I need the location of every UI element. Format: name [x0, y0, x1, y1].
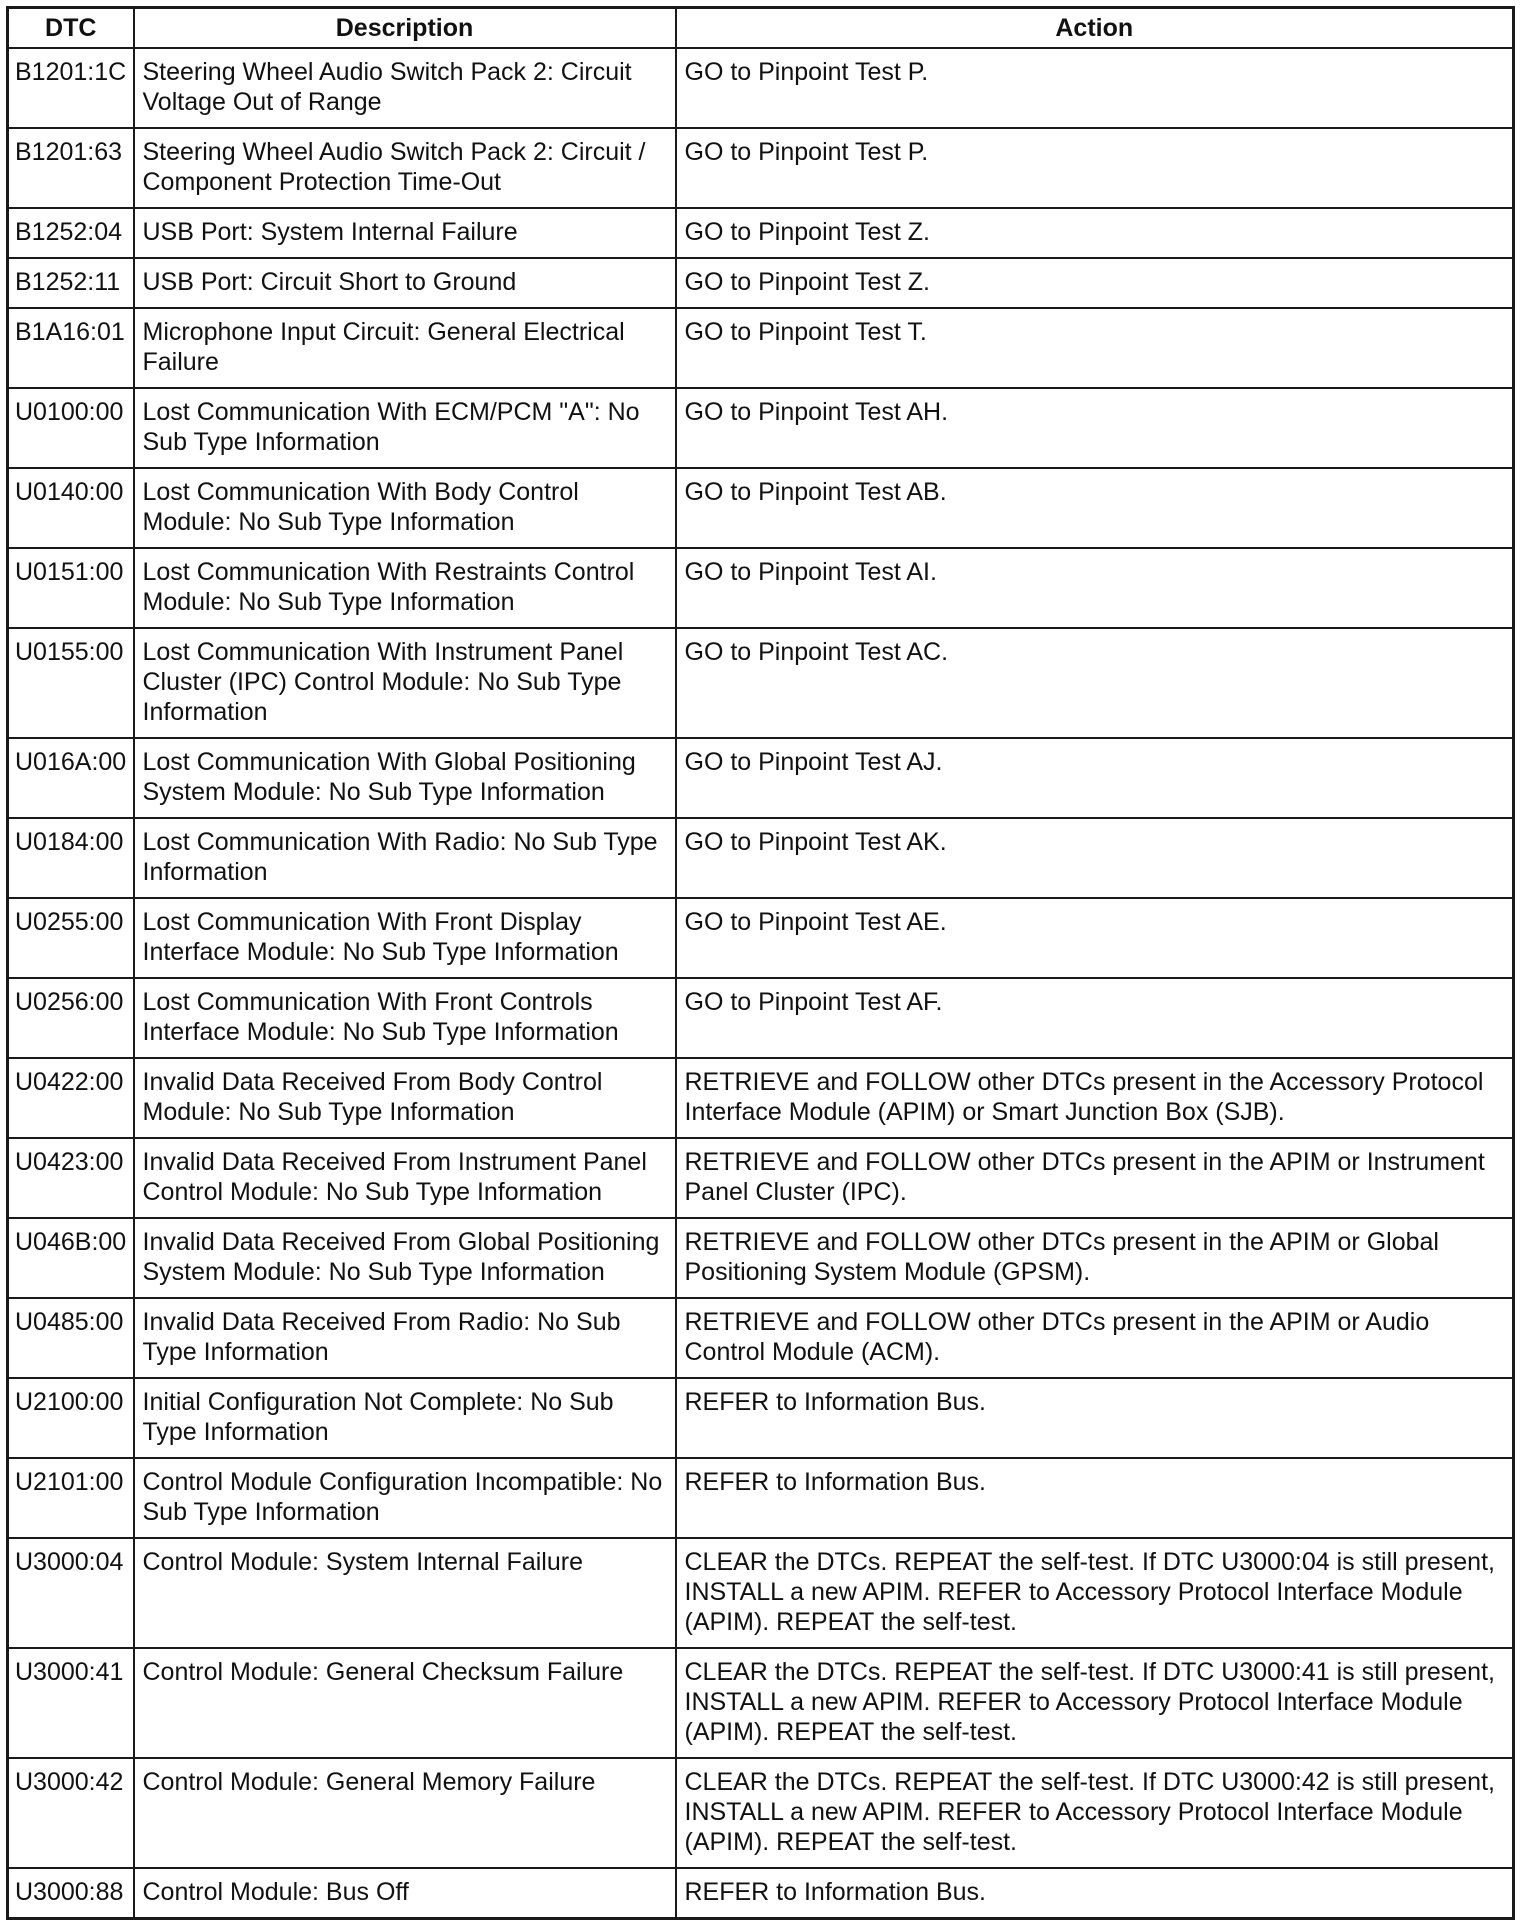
dtc-code-cell: B1252:11: [8, 258, 134, 308]
dtc-code-cell: U0422:00: [8, 1058, 134, 1138]
dtc-code-cell: B1A16:01: [8, 308, 134, 388]
dtc-code-cell: U016A:00: [8, 738, 134, 818]
action-cell: RETRIEVE and FOLLOW other DTCs present in the APIM or Audio Control Module (ACM).: [676, 1298, 1514, 1378]
description-cell: Lost Communication With Instrument Panel Cluster (IPC) Control Module: No Sub Type Information: [134, 628, 676, 738]
action-cell: GO to Pinpoint Test AB.: [676, 468, 1514, 548]
action-cell: CLEAR the DTCs. REPEAT the self-test. If DTC U3000:04 is still present, INSTALL a new APIM. REFER to Accessory Protocol Interface Module (APIM). REPEAT the self-test.: [676, 1538, 1514, 1648]
dtc-code-cell: U0100:00: [8, 388, 134, 468]
table-row: [8, 468, 1514, 548]
table-row: [8, 1868, 1514, 1919]
description-cell: USB Port: System Internal Failure: [134, 208, 676, 258]
table-row: [8, 208, 1514, 258]
action-cell: RETRIEVE and FOLLOW other DTCs present in the APIM or Global Positioning System Module (GPSM).: [676, 1218, 1514, 1298]
table-row: [8, 1218, 1514, 1298]
action-cell: GO to Pinpoint Test AJ.: [676, 738, 1514, 818]
dtc-code-cell: U0256:00: [8, 978, 134, 1058]
description-cell: Control Module: System Internal Failure: [134, 1538, 676, 1648]
action-cell: GO to Pinpoint Test T.: [676, 308, 1514, 388]
description-cell: Control Module: Bus Off: [134, 1868, 676, 1919]
dtc-code-cell: U3000:88: [8, 1868, 134, 1919]
table-row: [8, 1298, 1514, 1378]
header-dtc: DTC: [8, 8, 134, 49]
action-cell: GO to Pinpoint Test P.: [676, 48, 1514, 128]
dtc-table: [6, 6, 1515, 1920]
dtc-code-cell: U2100:00: [8, 1378, 134, 1458]
description-cell: Control Module Configuration Incompatible: No Sub Type Information: [134, 1458, 676, 1538]
table-row: [8, 258, 1514, 308]
table-row: [8, 1378, 1514, 1458]
description-cell: Lost Communication With ECM/PCM "A": No Sub Type Information: [134, 388, 676, 468]
action-cell: RETRIEVE and FOLLOW other DTCs present in the APIM or Instrument Panel Cluster (IPC).: [676, 1138, 1514, 1218]
table-row: [8, 128, 1514, 208]
dtc-code-cell: U046B:00: [8, 1218, 134, 1298]
table-row: [8, 48, 1514, 128]
action-cell: GO to Pinpoint Test AE.: [676, 898, 1514, 978]
dtc-table-page: [6, 6, 1512, 1920]
table-row: [8, 308, 1514, 388]
dtc-code-cell: B1201:63: [8, 128, 134, 208]
description-cell: Microphone Input Circuit: General Electrical Failure: [134, 308, 676, 388]
header-description: Description: [134, 8, 676, 49]
dtc-code-cell: U0423:00: [8, 1138, 134, 1218]
action-cell: RETRIEVE and FOLLOW other DTCs present in the Accessory Protocol Interface Module (APIM) or Smart Junction Box (SJB).: [676, 1058, 1514, 1138]
description-cell: Invalid Data Received From Global Positioning System Module: No Sub Type Information: [134, 1218, 676, 1298]
action-cell: CLEAR the DTCs. REPEAT the self-test. If DTC U3000:41 is still present, INSTALL a new APIM. REFER to Accessory Protocol Interface Module (APIM). REPEAT the self-test.: [676, 1648, 1514, 1758]
description-cell: Steering Wheel Audio Switch Pack 2: Circuit Voltage Out of Range: [134, 48, 676, 128]
action-cell: GO to Pinpoint Test AI.: [676, 548, 1514, 628]
dtc-code-cell: U0485:00: [8, 1298, 134, 1378]
dtc-code-cell: U0140:00: [8, 468, 134, 548]
table-row: [8, 1538, 1514, 1648]
description-cell: Invalid Data Received From Radio: No Sub Type Information: [134, 1298, 676, 1378]
description-cell: Lost Communication With Global Positioning System Module: No Sub Type Information: [134, 738, 676, 818]
header-action: Action: [676, 8, 1514, 49]
action-cell: GO to Pinpoint Test AF.: [676, 978, 1514, 1058]
action-cell: GO to Pinpoint Test AK.: [676, 818, 1514, 898]
description-cell: Control Module: General Memory Failure: [134, 1758, 676, 1868]
table-row: [8, 738, 1514, 818]
description-cell: USB Port: Circuit Short to Ground: [134, 258, 676, 308]
dtc-code-cell: U2101:00: [8, 1458, 134, 1538]
dtc-code-cell: U3000:42: [8, 1758, 134, 1868]
dtc-code-cell: B1201:1C: [8, 48, 134, 128]
header-row: [8, 8, 1514, 49]
action-cell: GO to Pinpoint Test P.: [676, 128, 1514, 208]
action-cell: CLEAR the DTCs. REPEAT the self-test. If DTC U3000:42 is still present, INSTALL a new APIM. REFER to Accessory Protocol Interface Module (APIM). REPEAT the self-test.: [676, 1758, 1514, 1868]
table-row: [8, 1058, 1514, 1138]
description-cell: Invalid Data Received From Body Control Module: No Sub Type Information: [134, 1058, 676, 1138]
action-cell: GO to Pinpoint Test Z.: [676, 258, 1514, 308]
dtc-code-cell: U3000:41: [8, 1648, 134, 1758]
description-cell: Lost Communication With Restraints Control Module: No Sub Type Information: [134, 548, 676, 628]
description-cell: Invalid Data Received From Instrument Panel Control Module: No Sub Type Information: [134, 1138, 676, 1218]
description-cell: Lost Communication With Radio: No Sub Type Information: [134, 818, 676, 898]
description-cell: Steering Wheel Audio Switch Pack 2: Circuit / Component Protection Time-Out: [134, 128, 676, 208]
action-cell: REFER to Information Bus.: [676, 1458, 1514, 1538]
description-cell: Control Module: General Checksum Failure: [134, 1648, 676, 1758]
dtc-code-cell: U0184:00: [8, 818, 134, 898]
action-cell: GO to Pinpoint Test AC.: [676, 628, 1514, 738]
description-cell: Lost Communication With Body Control Module: No Sub Type Information: [134, 468, 676, 548]
table-row: [8, 1138, 1514, 1218]
table-row: [8, 628, 1514, 738]
description-cell: Initial Configuration Not Complete: No Sub Type Information: [134, 1378, 676, 1458]
table-row: [8, 1648, 1514, 1758]
action-cell: REFER to Information Bus.: [676, 1868, 1514, 1919]
table-row: [8, 978, 1514, 1058]
dtc-code-cell: U3000:04: [8, 1538, 134, 1648]
table-row: [8, 548, 1514, 628]
table-row: [8, 818, 1514, 898]
action-cell: REFER to Information Bus.: [676, 1378, 1514, 1458]
dtc-code-cell: B1252:04: [8, 208, 134, 258]
dtc-code-cell: U0255:00: [8, 898, 134, 978]
action-cell: GO to Pinpoint Test Z.: [676, 208, 1514, 258]
table-row: [8, 898, 1514, 978]
action-cell: GO to Pinpoint Test AH.: [676, 388, 1514, 468]
table-row: [8, 1458, 1514, 1538]
dtc-code-cell: U0155:00: [8, 628, 134, 738]
table-row: [8, 388, 1514, 468]
table-row: [8, 1758, 1514, 1868]
description-cell: Lost Communication With Front Display Interface Module: No Sub Type Information: [134, 898, 676, 978]
dtc-code-cell: U0151:00: [8, 548, 134, 628]
description-cell: Lost Communication With Front Controls Interface Module: No Sub Type Information: [134, 978, 676, 1058]
